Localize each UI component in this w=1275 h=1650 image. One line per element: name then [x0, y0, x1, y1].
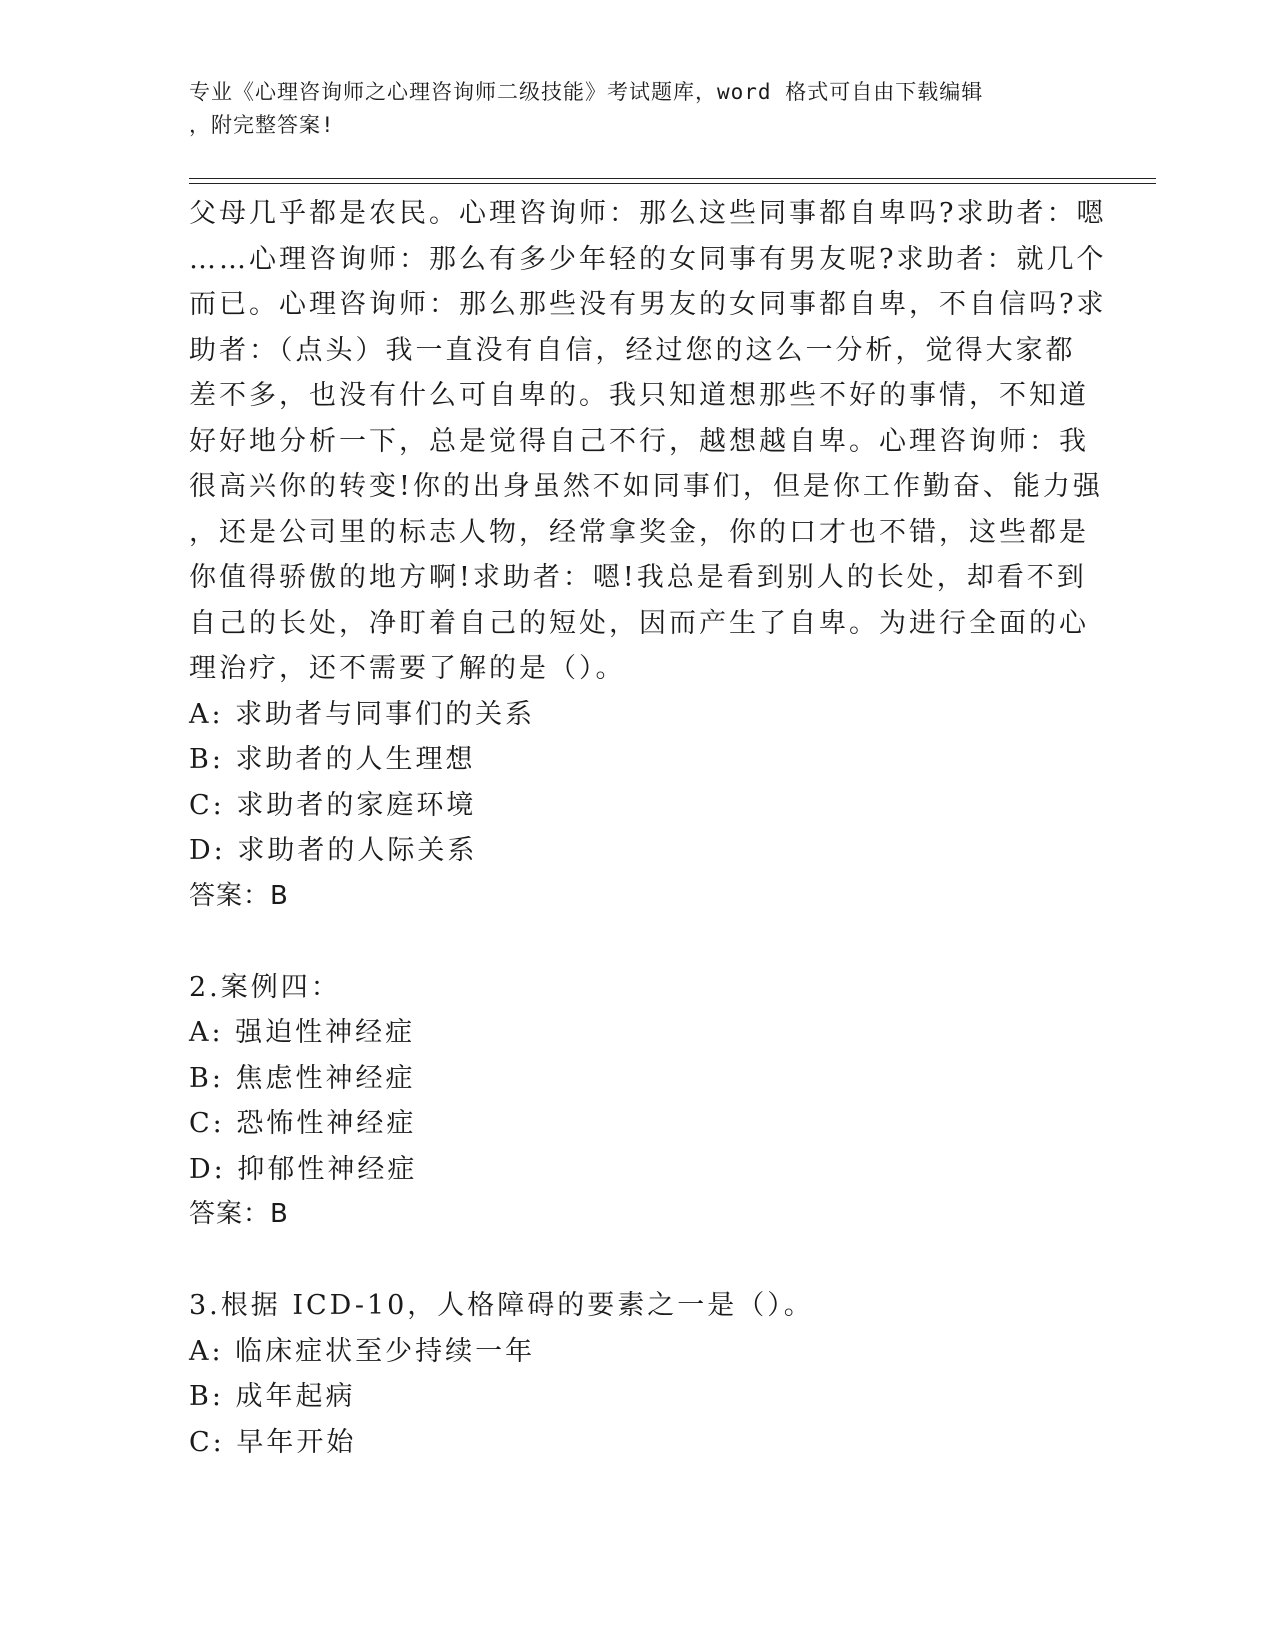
passage-line: ，还是公司里的标志人物，经常拿奖金，你的口才也不错，这些都是: [189, 516, 1089, 548]
question-1-options: [189, 692, 1089, 874]
document-header: [189, 76, 1089, 142]
question-2-answer: 答案：B: [189, 1199, 289, 1229]
header-line-1: 专业《心理咨询师之心理咨询师二级技能》考试题库，word 格式可自由下载编辑: [189, 80, 984, 104]
option-b: B: 焦虑性神经症: [189, 1062, 416, 1094]
passage-line: 差不多，也没有什么可自卑的。我只知道想那些不好的事情，不知道: [189, 380, 1089, 411]
option-a: A: 强迫性神经症: [189, 1017, 416, 1048]
passage-line: 很高兴你的转变!你的出身虽然不如同事们，但是你工作勤奋、能力强: [189, 471, 1103, 502]
question-3-options: [189, 1329, 1089, 1466]
question-1-answer: 答案：B: [189, 880, 289, 911]
header-line-2: ，附完整答案!: [189, 113, 335, 137]
question-2-options: [189, 1010, 1089, 1192]
option-a: A: 临床症状至少持续一年: [189, 1335, 536, 1367]
passage-line: 好好地分析一下，总是觉得自己不行，越想越自卑。心理咨询师：我: [189, 425, 1089, 457]
option-b: B: 求助者的人生理想: [189, 744, 476, 775]
header-divider-top: [189, 178, 1156, 179]
passage-line: 而已。心理咨询师：那么那些没有男友的女同事都自卑，不自信吗?求: [189, 289, 1107, 320]
question-3-title: 3.根据 ICD-10，人格障碍的要素之一是（）。: [189, 1290, 814, 1321]
spacer: [189, 919, 1089, 965]
option-c: C: 求助者的家庭环境: [189, 789, 477, 821]
option-c: C: 恐怖性神经症: [189, 1108, 417, 1139]
option-c: C: 早年开始: [189, 1426, 357, 1458]
header-divider-bottom: [189, 183, 1156, 184]
question-2-title: 2.案例四：: [189, 971, 341, 1003]
passage-line: 助者：（点头）我一直没有自信，经过您的这么一分析，觉得大家都: [189, 334, 1076, 366]
option-a: A: 求助者与同事们的关系: [189, 698, 536, 730]
option-b: B: 成年起病: [189, 1381, 356, 1412]
document-body: [189, 191, 1107, 1465]
passage-line: ……心理咨询师：那么有多少年轻的女同事有男友呢?求助者：就几个: [189, 243, 1107, 275]
passage-line: 自己的长处，净盯着自己的短处，因而产生了自卑。为进行全面的心: [189, 607, 1089, 639]
option-d: D: 求助者的人际关系: [189, 835, 478, 866]
option-d: D: 抑郁性神经症: [189, 1153, 418, 1185]
passage-line: 理治疗，还不需要了解的是（）。: [189, 653, 626, 684]
question-1-passage: [189, 191, 1107, 692]
spacer: [189, 1238, 1089, 1284]
passage-line: 父母几乎都是农民。心理咨询师：那么这些同事都自卑吗?求助者：嗯: [189, 198, 1107, 229]
passage-line: 你值得骄傲的地方啊!求助者：嗯!我总是看到别人的长处，却看不到: [189, 562, 1087, 593]
